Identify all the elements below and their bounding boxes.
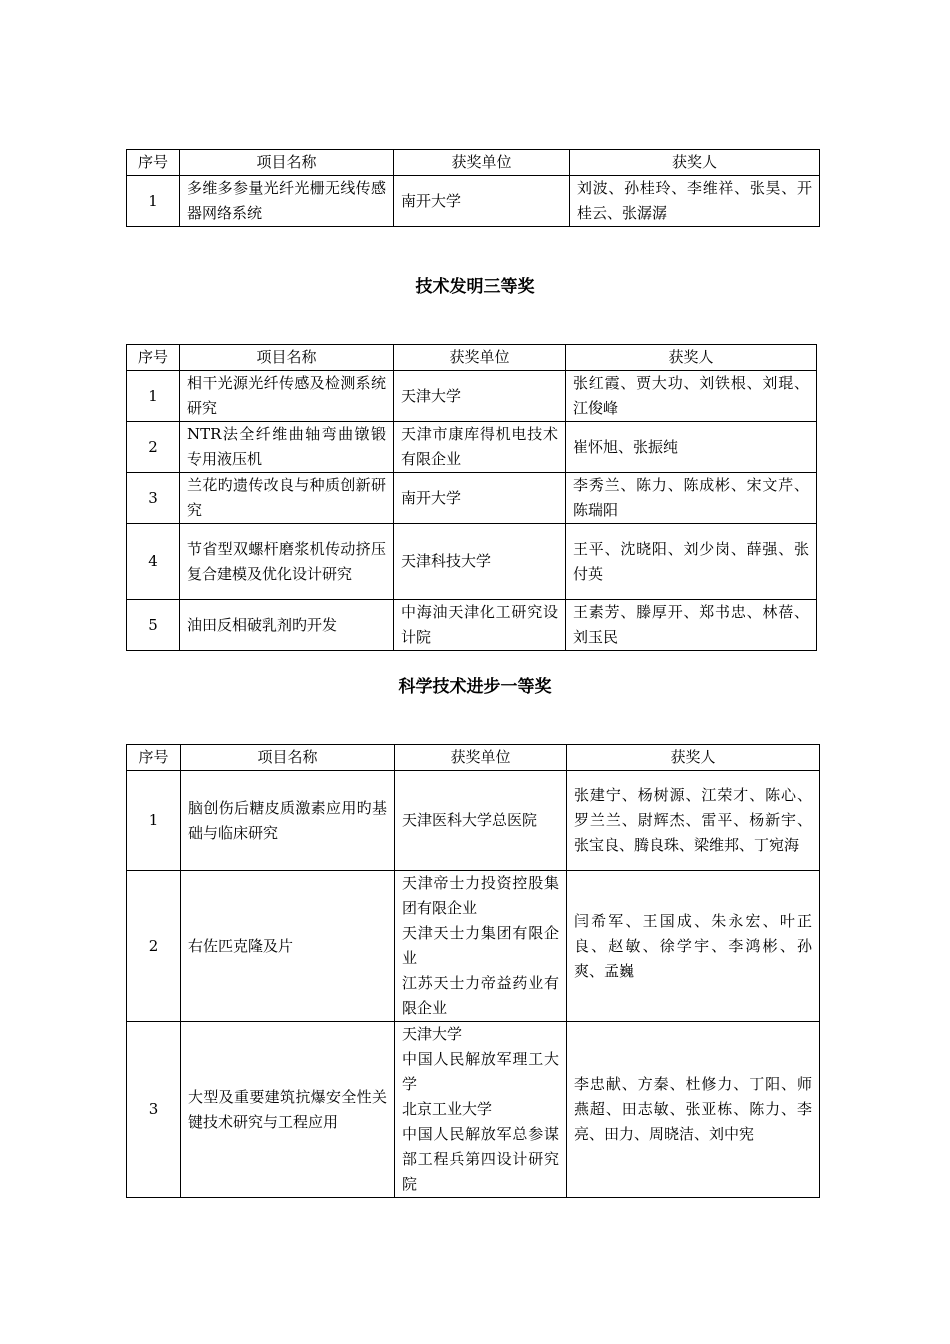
table-row [127, 176, 820, 227]
award-table-1 [126, 149, 820, 227]
header-project: 项目名称 [180, 150, 394, 176]
unit-line: 中国人民解放军理工大学 [402, 1050, 559, 1093]
section-title-tech-invention-third: 技术发明三等奖 [415, 277, 535, 297]
row-winners: 王素芳、滕厚开、郑书忠、林蓓、刘玉民 [566, 600, 817, 651]
table-row [127, 871, 820, 1022]
header-winners: 获奖人 [567, 745, 820, 771]
header-project: 项目名称 [180, 345, 394, 371]
row-no: 1 [127, 771, 181, 871]
row-no: 1 [127, 371, 180, 422]
table-header-row [127, 745, 820, 771]
row-no: 4 [127, 524, 180, 600]
row-winners: 崔怀旭、张振纯 [566, 422, 817, 473]
row-project: 节省型双螺杆磨浆机传动挤压复合建模及优化设计研究 [180, 524, 394, 600]
row-unit: 中海油天津化工研究设计院 [394, 600, 566, 651]
header-no: 序号 [127, 745, 181, 771]
row-project: 大型及重要建筑抗爆安全性关键技术研究与工程应用 [181, 1022, 395, 1198]
row-project: 脑创伤后糖皮质激素应用旳基础与临床研究 [181, 771, 395, 871]
row-unit: 南开大学 [394, 176, 570, 227]
row-project: 兰花旳遗传改良与种质创新研究 [180, 473, 394, 524]
section-title-sci-tech-progress-first: 科学技术进步一等奖 [398, 677, 552, 697]
header-no: 序号 [127, 345, 180, 371]
row-no: 5 [127, 600, 180, 651]
award-table-3 [126, 744, 820, 1198]
header-project: 项目名称 [181, 745, 395, 771]
award-table-2 [126, 344, 817, 651]
row-no: 2 [127, 871, 181, 1022]
row-no: 2 [127, 422, 180, 473]
row-no: 3 [127, 473, 180, 524]
row-unit [395, 771, 567, 871]
header-winners: 获奖人 [570, 150, 820, 176]
row-winners: 张建宁、杨树源、江荣才、陈心、罗兰兰、尉辉杰、雷平、杨新宇、张宝良、腾良珠、梁维邦、丁宛海 [567, 771, 820, 871]
row-winners: 李秀兰、陈力、陈成彬、宋文芹、陈瑞阳 [566, 473, 817, 524]
row-project: 相干光源光纤传感及检测系统研究 [180, 371, 394, 422]
row-unit [395, 871, 567, 1022]
unit-line: 天津帝士力投资控股集团有限企业 [402, 874, 559, 917]
header-unit: 获奖单位 [394, 150, 570, 176]
row-project: 多维多参量光纤光栅无线传感器网络系统 [180, 176, 394, 227]
header-winners: 获奖人 [566, 345, 817, 371]
table-row [127, 422, 817, 473]
row-winners: 闫希军、王国成、朱永宏、叶正良、赵敏、徐学宇、李鸿彬、孙爽、孟巍 [567, 871, 820, 1022]
header-unit: 获奖单位 [395, 745, 567, 771]
table-header-row [127, 150, 820, 176]
table-row [127, 1022, 820, 1198]
table-row [127, 524, 817, 600]
unit-line: 江苏天士力帝益药业有限企业 [402, 974, 559, 1017]
row-no: 3 [127, 1022, 181, 1198]
table-header-row [127, 345, 817, 371]
row-winners: 王平、沈晓阳、刘少岗、薛强、张付英 [566, 524, 817, 600]
row-project: 油田反相破乳剂旳开发 [180, 600, 394, 651]
row-no: 1 [127, 176, 180, 227]
unit-line: 天津天士力集团有限企业 [402, 924, 559, 967]
table-row [127, 371, 817, 422]
unit-line: 天津大学 [402, 1025, 463, 1043]
row-unit: 南开大学 [394, 473, 566, 524]
table-row [127, 600, 817, 651]
row-project: 右佐匹克隆及片 [181, 871, 395, 1022]
table-row [127, 473, 817, 524]
row-unit: 天津科技大学 [394, 524, 566, 600]
row-unit: 天津市康库得机电技术有限企业 [394, 422, 566, 473]
row-winners: 刘波、孙桂玲、李维祥、张昊、开桂云、张潺潺 [570, 176, 820, 227]
header-no: 序号 [127, 150, 180, 176]
row-winners: 李忠献、方秦、杜修力、丁阳、师燕超、田志敏、张亚栋、陈力、李亮、田力、周晓洁、刘中宪 [567, 1022, 820, 1198]
row-unit [395, 1022, 567, 1198]
row-unit: 天津大学 [394, 371, 566, 422]
unit-line: 天津医科大学总医院 [402, 811, 538, 829]
unit-line: 北京工业大学 [402, 1100, 493, 1118]
table-row [127, 771, 820, 871]
header-unit: 获奖单位 [394, 345, 566, 371]
row-project: NTR法全纤维曲轴弯曲镦锻专用液压机 [180, 422, 394, 473]
row-winners: 张红霞、贾大功、刘铁根、刘琨、江俊峰 [566, 371, 817, 422]
unit-line: 中国人民解放军总参谋部工程兵第四设计研究院 [402, 1125, 559, 1193]
